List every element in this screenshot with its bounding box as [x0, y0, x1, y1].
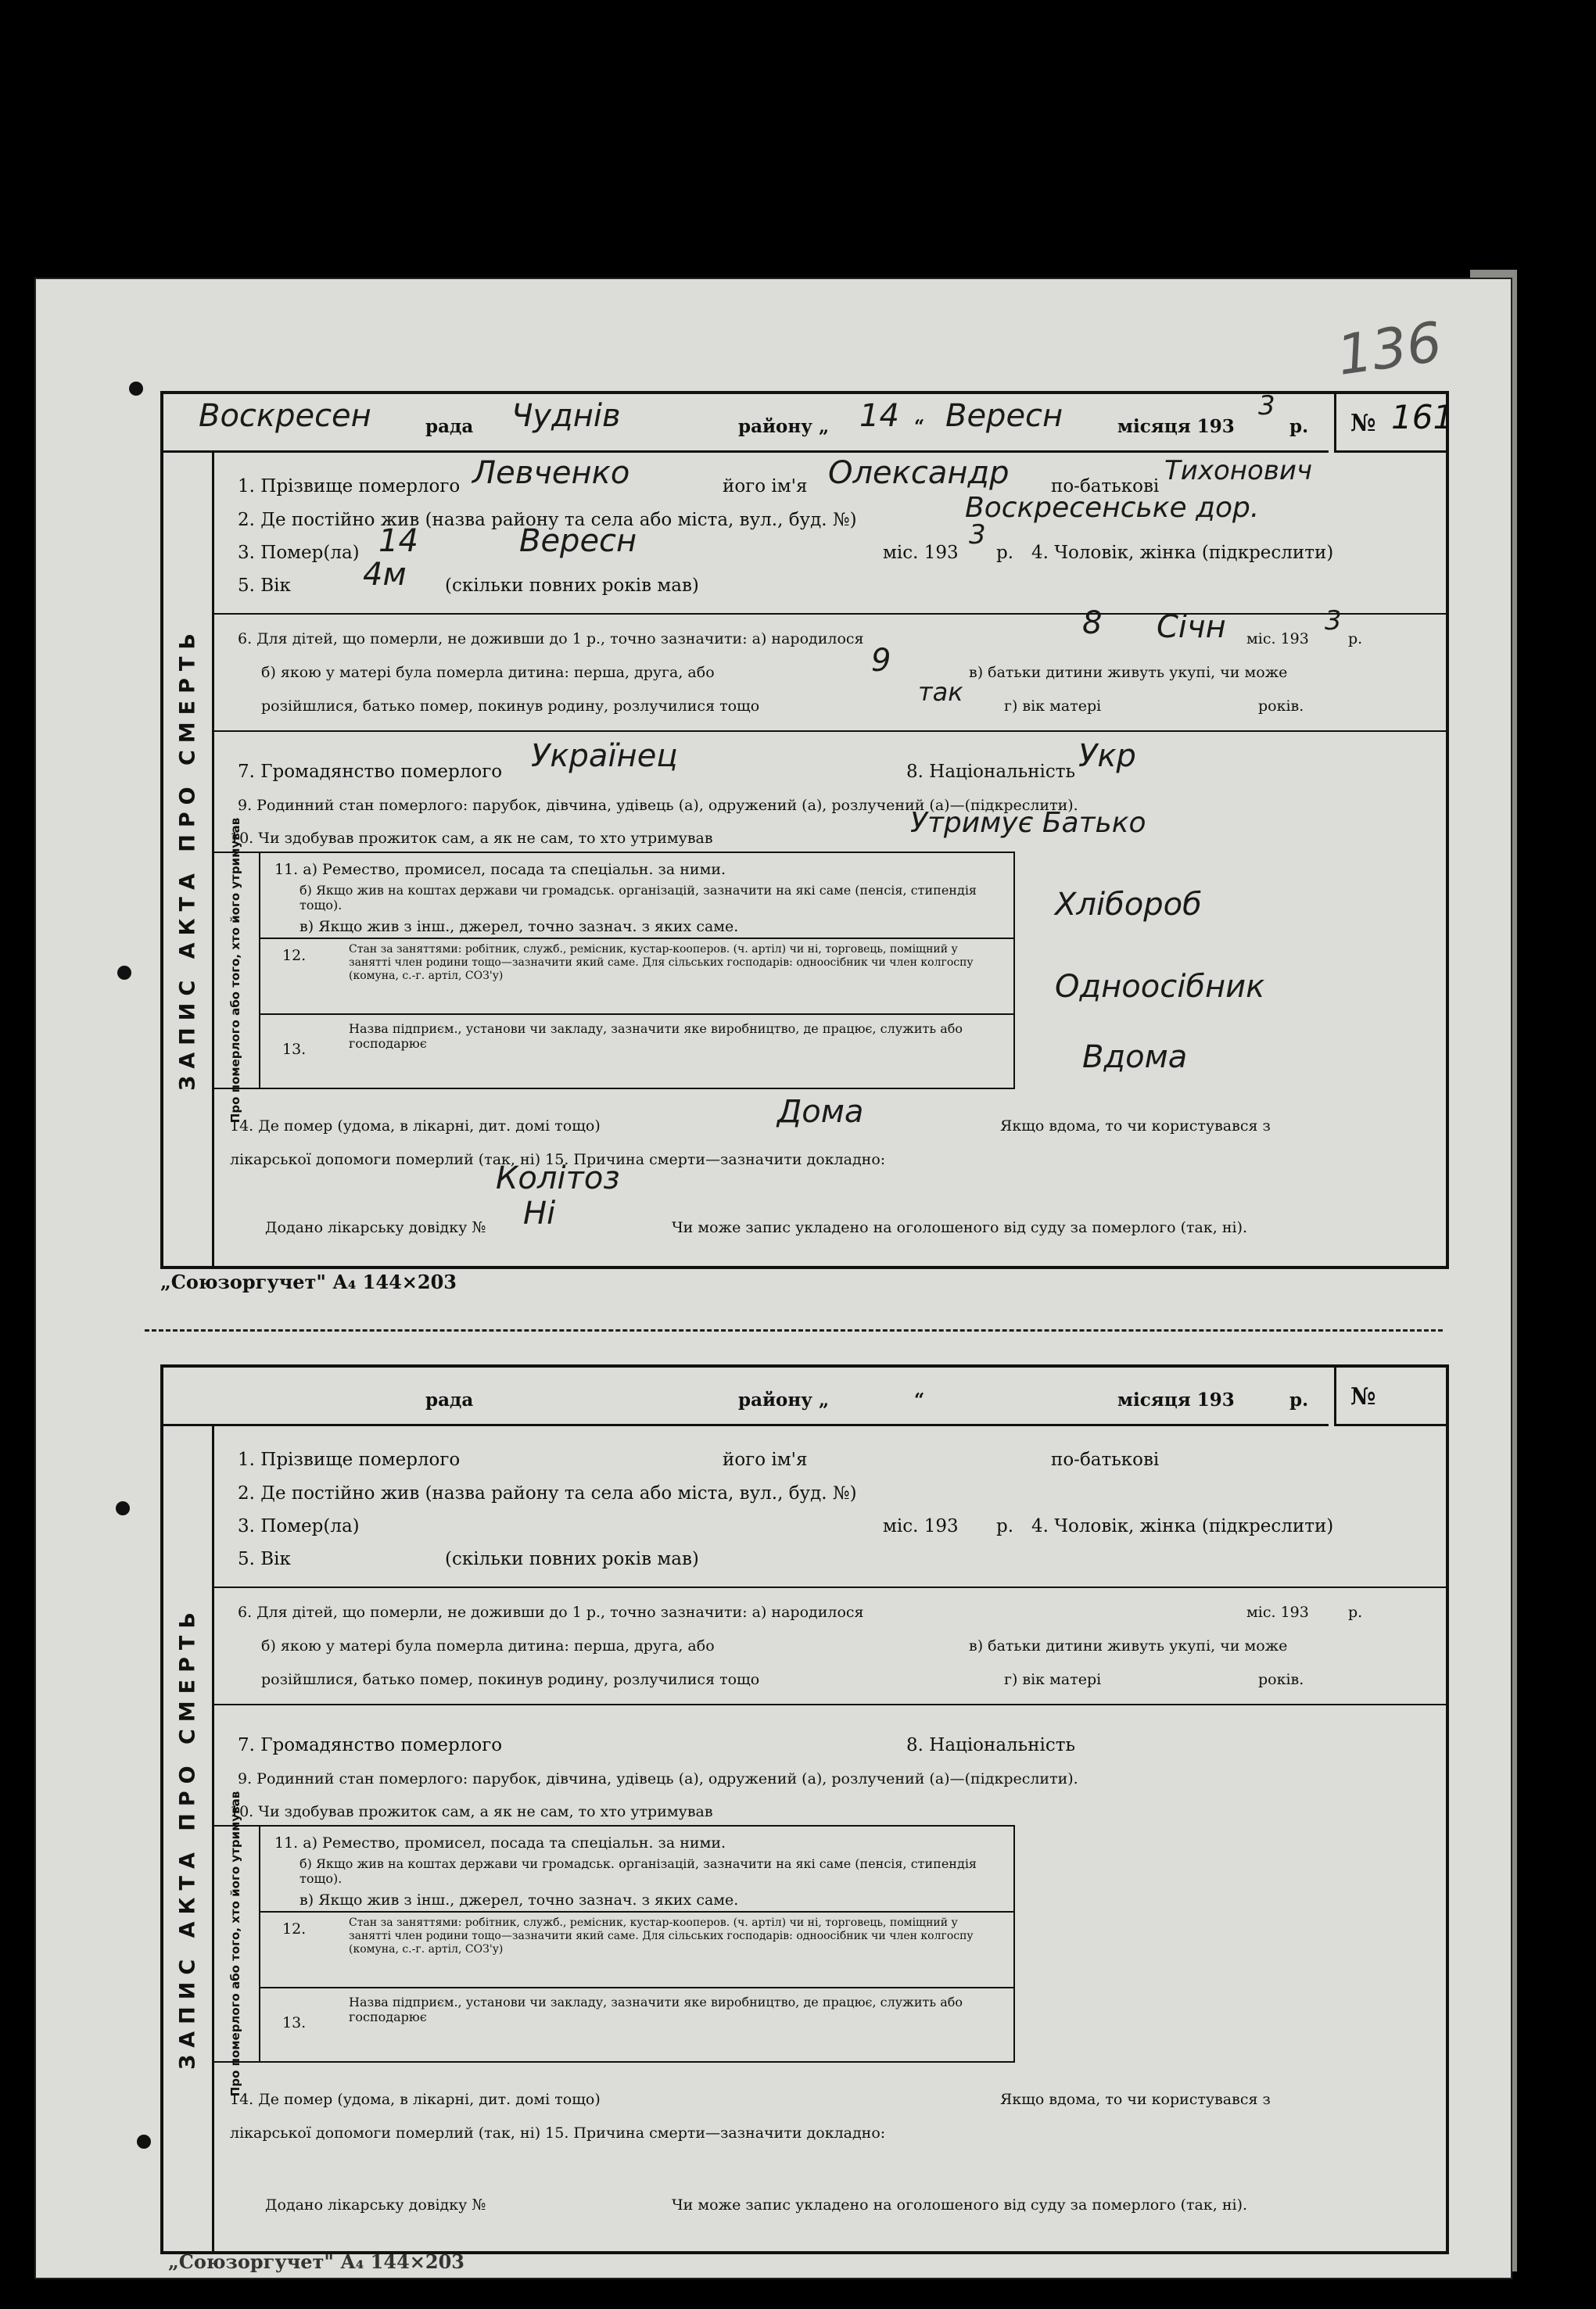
label-infant: 6. Для дітей, що померли, не доживши до 1 р., точно зазначити: а) народилося	[238, 630, 864, 647]
hw-residence: Воскресенське дор.	[965, 492, 1260, 524]
label-birth-r: р.	[1348, 630, 1363, 647]
hw-status: Одноосібник	[1055, 969, 1265, 1005]
hw-day: 14	[859, 398, 899, 434]
record-number-box	[1334, 394, 1454, 453]
label-age: 5. Вік	[238, 575, 291, 596]
header-quote: “	[914, 416, 925, 437]
hw-parents: так	[918, 677, 963, 707]
label-13: 13.	[282, 1041, 307, 1058]
side-title-column	[163, 1424, 214, 2251]
label-parents: в) батьки дитини живуть укупі, чи може	[969, 1637, 1288, 1655]
hw-district: Чуднів	[511, 398, 621, 434]
label-other-source: в) Якщо жив з інш., джерел, точно зазнач. з яких саме.	[299, 918, 739, 935]
label-child-order: б) якою у матері була померла дитина: перша, друга, або	[261, 664, 715, 681]
label-mother-age: г) вік матері	[1004, 1671, 1102, 1688]
header-rada: рада	[425, 1389, 474, 1411]
record-number-box	[1334, 1368, 1446, 1426]
label-sex: 4. Чоловік, жінка (підкреслити)	[1031, 543, 1334, 563]
hw-certificate: Ні	[523, 1196, 556, 1232]
label-medical-help: лікарської допомоги померлий (так, ні) 15. Причина смерти—зазначити докладно:	[230, 2124, 886, 2142]
sub-side-title: Про померлого або того, хто його утримував	[228, 817, 242, 1124]
binding-hole	[129, 382, 143, 396]
label-citizenship: 7. Громадянство померлого	[238, 762, 503, 782]
divider	[259, 1911, 1013, 1913]
label-death-place: 14. Де помер (удома, в лікарні, дит. домі тощо)	[230, 1117, 601, 1135]
label-employment-status: Стан за заняттями: робітник, служб., ремісник, кустар-кооперов. (ч. артіл) чи ні, торговець, поміщний у занятті член родини тощо—зазначити який саме. Для сільських господарів: одноосібник чи член колгоспу (комуна, с.-г. артіл, СОЗ'у)	[349, 1916, 974, 1956]
divider	[259, 1013, 1013, 1015]
label-state-support: б) Якщо жив на коштах держави чи громадськ. організацій, зазначити на які саме (пенсія, стипендія тощо).	[299, 1856, 977, 1886]
sub-side-title: Про померлого або того, хто його утримував	[228, 1791, 242, 2097]
side-title: ЗАПИС АКТА ПРО СМЕРТЬ	[175, 626, 200, 1091]
label-other-source: в) Якщо жив з інш., джерел, точно зазнач. з яких саме.	[299, 1891, 739, 1909]
form-header	[163, 1368, 1329, 1426]
label-trade: 11. а) Ремество, промисел, посада та спеціальн. за ними.	[274, 861, 726, 878]
label-name: його ім'я	[723, 476, 808, 497]
label-marital: 9. Родинний стан померлого: парубок, дівчина, удівець (а), одружений (а), розлучений (а)—(підкреслити).	[238, 797, 1078, 814]
label-trade: 11. а) Ремество, промисел, посада та спеціальн. за ними.	[274, 1834, 726, 1852]
header-month: місяця 193	[1117, 1389, 1235, 1411]
label-birth-r: р.	[1348, 1604, 1363, 1621]
hw-death-place: Дома	[777, 1094, 864, 1130]
hw-death-month: Вересн	[519, 523, 637, 559]
label-enterprise: Назва підприєм., установи чи закладу, зазначити яке виробництво, де працює, служить або господарює	[349, 1021, 963, 1051]
label-died: 3. Помер(ла)	[238, 1516, 360, 1536]
label-certificate: Додано лікарську довідку №	[265, 2196, 486, 2214]
label-name: його ім'я	[723, 1450, 808, 1470]
label-infant: 6. Для дітей, що померли, не доживши до 1 р., точно зазначити: а) народилося	[238, 1604, 864, 1621]
hw-patronymic: Тихонович	[1164, 455, 1313, 486]
label-13: 13.	[282, 2014, 307, 2031]
hw-record-number: 161	[1391, 398, 1454, 436]
hw-citizenship: Українец	[531, 738, 678, 774]
label-residence: 2. Де постійно жив (назва району та села або міста, вул., буд. №)	[238, 1483, 857, 1504]
label-enterprise: Назва підприєм., установи чи закладу, зазначити яке виробництво, де працює, служить або господарює	[349, 1995, 963, 2024]
binding-hole	[116, 1501, 130, 1515]
divider	[212, 730, 1446, 732]
label-certificate: Додано лікарську довідку №	[265, 1219, 486, 1236]
sub-side-column	[212, 817, 260, 1124]
label-patronymic: по-батькові	[1051, 1450, 1160, 1470]
label-parents-status: розійшлися, батько помер, покинув родину, розлучилися тощо	[261, 697, 760, 715]
label-birth-month: міс. 193	[1246, 630, 1309, 647]
label-employment-status: Стан за заняттями: робітник, служб., ремісник, кустар-кооперов. (ч. артіл) чи ні, торговець, поміщний у занятті член родини тощо—зазначити який саме. Для сільських господарів: одноосібник чи член колгоспу (комуна, с.-г. артіл, СОЗ'у)	[349, 943, 974, 982]
label-mother-age: г) вік матері	[1004, 697, 1102, 715]
hw-birth-day: 8	[1082, 605, 1103, 641]
label-surname: 1. Прізвище померлого	[238, 1450, 461, 1470]
hw-death-day: 14	[378, 523, 418, 559]
hw-year: 3	[1258, 390, 1275, 421]
form-caption: „Союзоргучет" А₄ 144×203	[168, 2250, 464, 2273]
hw-nationality: Укр	[1078, 738, 1136, 774]
label-state-support: б) Якщо жив на коштах держави чи громадськ. організацій, зазначити на які саме (пенсія, стипендія тощо).	[299, 883, 977, 912]
hw-death-year: 3	[969, 519, 986, 550]
form-header	[163, 390, 1329, 453]
label-12: 12.	[282, 947, 307, 964]
label-death-r: р.	[996, 1516, 1014, 1536]
label-marital: 9. Родинний стан померлого: парубок, дівчина, удівець (а), одружений (а), розлучений (а)—(підкреслити).	[238, 1770, 1078, 1787]
death-record-form-bottom	[160, 1364, 1449, 2254]
hw-place: Вдома	[1082, 1039, 1188, 1075]
page-number: 136	[1332, 310, 1446, 388]
hw-birth-year: 3	[1325, 605, 1342, 636]
hw-month: Вересн	[945, 398, 1063, 434]
header-r: р.	[1289, 416, 1309, 437]
hw-age: 4м	[363, 557, 407, 593]
label-court: Чи може запис укладено на оголошеного від суду за померлого (так, ні).	[672, 1219, 1248, 1236]
label-12: 12.	[282, 1920, 307, 1938]
label-patronymic: по-батькові	[1051, 476, 1160, 497]
divider	[212, 1587, 1446, 1588]
hw-name: Олександр	[828, 455, 1010, 491]
side-title: ЗАПИС АКТА ПРО СМЕРТЬ	[175, 1605, 200, 2070]
label-birth-month: міс. 193	[1246, 1604, 1309, 1621]
hw-supporter: Утримує Батько	[910, 807, 1146, 839]
hw-birth-month: Січн	[1157, 609, 1226, 645]
label-sex: 4. Чоловік, жінка (підкреслити)	[1031, 1516, 1334, 1536]
label-death-month: міс. 193	[883, 1516, 959, 1536]
divider	[259, 938, 1013, 939]
label-age-note: (скільки повних років мав)	[445, 575, 699, 596]
record-number-label: №	[1350, 410, 1376, 437]
label-supporter: 10. Чи здобував прожиток сам, а як не сам, то хто утримував	[230, 1803, 713, 1820]
label-parents-status: розійшлися, батько помер, покинув родину, розлучилися тощо	[261, 1671, 760, 1688]
label-citizenship: 7. Громадянство померлого	[238, 1735, 503, 1755]
header-month: місяця 193	[1117, 416, 1235, 437]
hw-council: Воскресен	[199, 398, 371, 434]
death-record-form-top	[160, 390, 1454, 1269]
header-raionu: району „	[738, 416, 830, 437]
divider	[259, 1987, 1013, 1988]
header-r: р.	[1289, 1389, 1309, 1411]
label-years: років.	[1258, 697, 1304, 715]
label-court: Чи може запис укладено на оголошеного від суду за померлого (так, ні).	[672, 2196, 1248, 2214]
label-surname: 1. Прізвище померлого	[238, 476, 461, 497]
label-died: 3. Помер(ла)	[238, 543, 360, 563]
label-nationality: 8. Національність	[906, 1735, 1076, 1755]
sub-side-column	[212, 1791, 260, 2097]
label-years: років.	[1258, 1671, 1304, 1688]
label-age: 5. Вік	[238, 1549, 291, 1569]
hw-child-order: 9	[871, 643, 891, 679]
label-child-order: б) якою у матері була померла дитина: перша, друга, або	[261, 1637, 715, 1655]
record-number-label: №	[1350, 1383, 1376, 1411]
hw-surname: Левченко	[472, 455, 630, 491]
divider	[212, 613, 1446, 615]
side-title-column	[163, 450, 214, 1266]
hw-occupation: Хлібороб	[1055, 887, 1202, 923]
label-death-month: міс. 193	[883, 543, 959, 563]
header-rada: рада	[425, 416, 474, 437]
header-quote: “	[914, 1389, 925, 1411]
label-death-place: 14. Де помер (удома, в лікарні, дит. домі тощо)	[230, 2091, 601, 2108]
label-if-home: Якщо вдома, то чи користувався з	[1000, 1117, 1271, 1135]
label-parents: в) батьки дитини живуть укупі, чи може	[969, 664, 1288, 681]
label-age-note: (скільки повних років мав)	[445, 1549, 699, 1569]
divider	[212, 1704, 1446, 1705]
binding-hole	[137, 2135, 151, 2149]
label-medical-help: лікарської допомоги померлий (так, ні) 15. Причина смерти—зазначити докладно:	[230, 1151, 886, 1168]
label-if-home: Якщо вдома, то чи користувався з	[1000, 2091, 1271, 2108]
binding-hole	[117, 966, 131, 980]
label-death-r: р.	[996, 543, 1014, 563]
header-raionu: району „	[738, 1389, 830, 1411]
hw-cause: Колітоз	[496, 1160, 620, 1196]
label-supporter: 10. Чи здобував прожиток сам, а як не сам, то хто утримував	[230, 830, 713, 847]
form-caption: „Союзоргучет" А₄ 144×203	[160, 1271, 457, 1293]
label-residence: 2. Де постійно жив (назва району та села або міста, вул., буд. №)	[238, 510, 857, 530]
cut-line	[145, 1329, 1443, 1332]
label-nationality: 8. Національність	[906, 762, 1076, 782]
